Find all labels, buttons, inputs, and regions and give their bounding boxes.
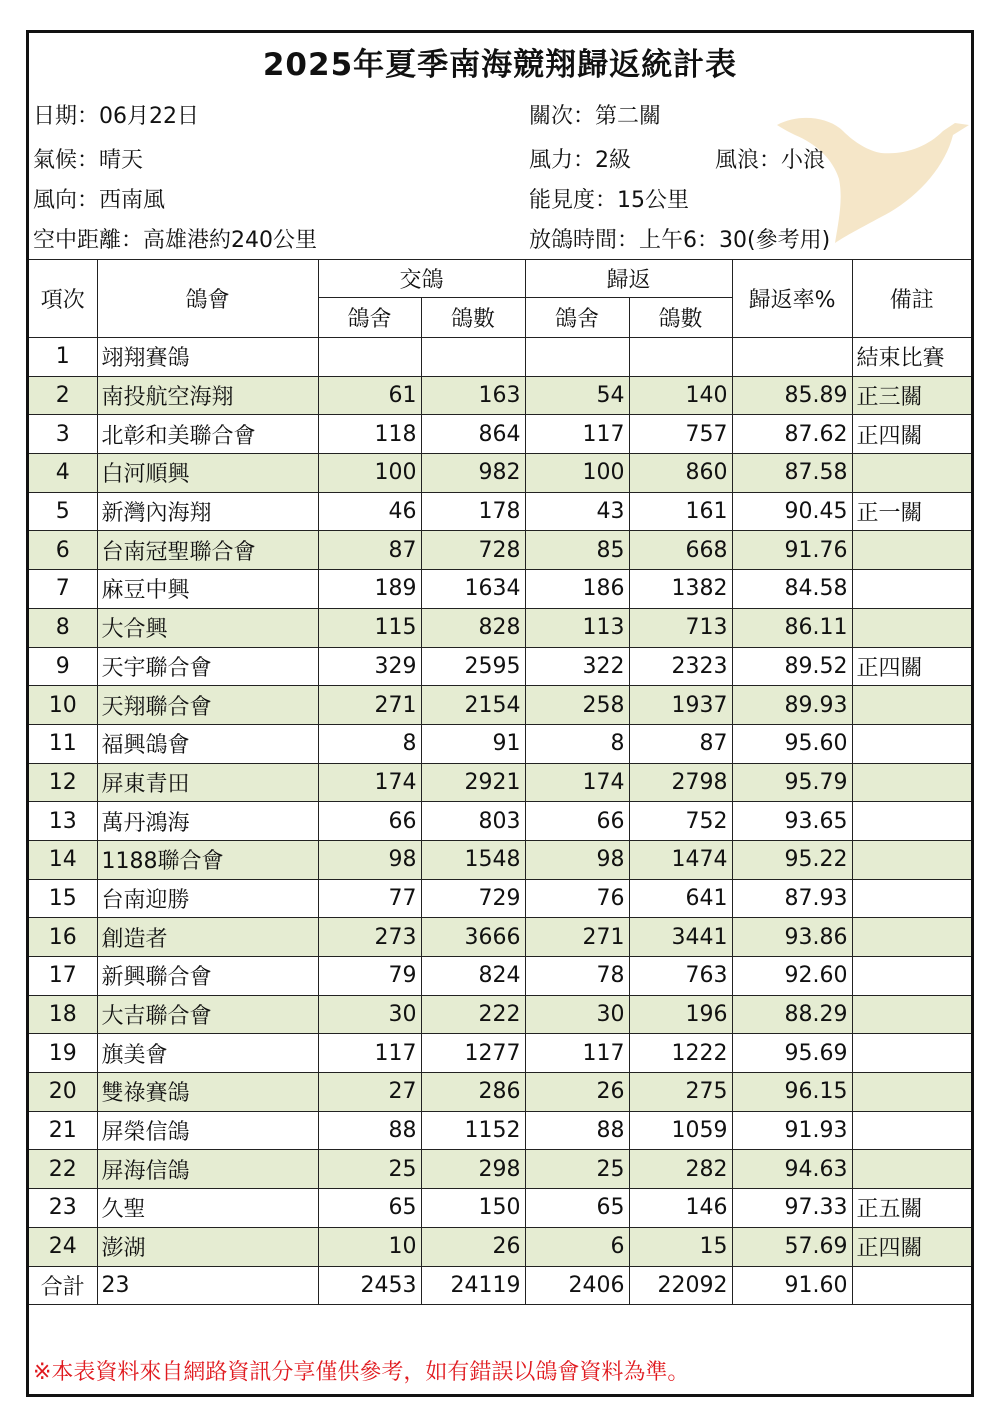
entry-lofts: 61	[318, 376, 421, 415]
entry-count: 1634	[421, 570, 525, 609]
return-rate: 89.52	[732, 647, 852, 686]
note: 正五關	[852, 1189, 971, 1228]
row-number: 18	[29, 995, 97, 1034]
total-entry-lofts: 2453	[318, 1266, 421, 1305]
note	[852, 1150, 971, 1189]
club-name: 北彰和美聯合會	[97, 415, 318, 454]
note: 正四關	[852, 415, 971, 454]
return-lofts: 88	[525, 1111, 629, 1150]
return-count: 3441	[629, 918, 732, 957]
entry-lofts: 77	[318, 879, 421, 918]
row-number: 3	[29, 415, 97, 454]
return-rate: 94.63	[732, 1150, 852, 1189]
entry-lofts: 329	[318, 647, 421, 686]
club-name: 澎湖	[97, 1227, 318, 1266]
return-rate: 95.69	[732, 1034, 852, 1073]
return-lofts: 25	[525, 1150, 629, 1189]
header-item: 項次	[29, 260, 97, 338]
club-name: 旗美會	[97, 1034, 318, 1073]
note	[852, 1073, 971, 1112]
note	[852, 995, 971, 1034]
return-rate: 90.45	[732, 492, 852, 531]
table-row	[29, 1073, 971, 1112]
note	[852, 570, 971, 609]
entry-count: 729	[421, 879, 525, 918]
club-name: 翊翔賽鴿	[97, 338, 318, 377]
return-lofts: 65	[525, 1189, 629, 1228]
table-row	[29, 1189, 971, 1228]
return-count: 860	[629, 454, 732, 493]
club-name: 天翔聯合會	[97, 686, 318, 725]
footnote: ※本表資料來自網路資訊分享僅供參考，如有錯誤以鴿會資料為準。	[33, 1360, 690, 1385]
entry-count: 2595	[421, 647, 525, 686]
club-name: 屏榮信鴿	[97, 1111, 318, 1150]
row-number: 7	[29, 570, 97, 609]
return-lofts: 54	[525, 376, 629, 415]
row-number: 17	[29, 957, 97, 996]
return-rate: 93.65	[732, 802, 852, 841]
club-name: 久聖	[97, 1189, 318, 1228]
total-label: 合計	[29, 1266, 97, 1305]
row-number: 12	[29, 763, 97, 802]
return-count: 757	[629, 415, 732, 454]
return-rate: 95.60	[732, 724, 852, 763]
return-count: 161	[629, 492, 732, 531]
row-number: 15	[29, 879, 97, 918]
entry-count: 1548	[421, 840, 525, 879]
entry-lofts: 273	[318, 918, 421, 957]
table-row	[29, 918, 971, 957]
return-lofts: 117	[525, 1034, 629, 1073]
note	[852, 686, 971, 725]
entry-count: 982	[421, 454, 525, 493]
return-lofts: 85	[525, 531, 629, 570]
return-lofts: 8	[525, 724, 629, 763]
club-name: 白河順興	[97, 454, 318, 493]
return-count: 196	[629, 995, 732, 1034]
row-number: 21	[29, 1111, 97, 1150]
total-entry-count: 24119	[421, 1266, 525, 1305]
note	[852, 879, 971, 918]
return-lofts: 186	[525, 570, 629, 609]
row-number: 16	[29, 918, 97, 957]
return-count: 1382	[629, 570, 732, 609]
club-name: 屏東青田	[97, 763, 318, 802]
return-lofts: 26	[525, 1073, 629, 1112]
table-row	[29, 1227, 971, 1266]
table-row	[29, 840, 971, 879]
total-row	[29, 1266, 971, 1305]
return-count: 282	[629, 1150, 732, 1189]
release-time-info: 放鴿時間：上午6：30(參考用)	[529, 228, 831, 253]
note	[852, 840, 971, 879]
stats-sheet	[26, 30, 974, 1397]
entry-lofts	[318, 338, 421, 377]
row-number: 24	[29, 1227, 97, 1266]
entry-count: 91	[421, 724, 525, 763]
stage-info: 關次：第二關	[529, 104, 662, 129]
note	[852, 1034, 971, 1073]
return-lofts: 76	[525, 879, 629, 918]
entry-count: 1152	[421, 1111, 525, 1150]
entry-lofts: 88	[318, 1111, 421, 1150]
return-rate: 57.69	[732, 1227, 852, 1266]
club-name: 台南冠聖聯合會	[97, 531, 318, 570]
entry-count: 828	[421, 608, 525, 647]
club-name: 新興聯合會	[97, 957, 318, 996]
entry-count: 728	[421, 531, 525, 570]
club-name: 屏海信鴿	[97, 1150, 318, 1189]
row-number: 11	[29, 724, 97, 763]
note: 結束比賽	[852, 338, 971, 377]
table-row	[29, 686, 971, 725]
note	[852, 608, 971, 647]
return-count: 763	[629, 957, 732, 996]
return-count: 641	[629, 879, 732, 918]
return-count: 1937	[629, 686, 732, 725]
entry-lofts: 118	[318, 415, 421, 454]
table-row	[29, 492, 971, 531]
club-name: 大吉聯合會	[97, 995, 318, 1034]
entry-count: 3666	[421, 918, 525, 957]
row-number: 5	[29, 492, 97, 531]
club-name: 創造者	[97, 918, 318, 957]
return-rate: 89.93	[732, 686, 852, 725]
entry-lofts: 66	[318, 802, 421, 841]
club-name: 台南迎勝	[97, 879, 318, 918]
table-row	[29, 415, 971, 454]
entry-lofts: 115	[318, 608, 421, 647]
club-name: 大合興	[97, 608, 318, 647]
total-return-count: 22092	[629, 1266, 732, 1305]
table-row	[29, 454, 971, 493]
returns-table	[29, 259, 971, 1305]
entry-count: 150	[421, 1189, 525, 1228]
distance-info: 空中距離：高雄港約240公里	[33, 228, 317, 253]
table-row	[29, 763, 971, 802]
table-row	[29, 1111, 971, 1150]
return-rate: 86.11	[732, 608, 852, 647]
return-lofts: 43	[525, 492, 629, 531]
header-entry: 交鴿	[318, 260, 525, 298]
note: 正四關	[852, 1227, 971, 1266]
note	[852, 802, 971, 841]
return-lofts: 6	[525, 1227, 629, 1266]
note: 正三關	[852, 376, 971, 415]
return-count: 275	[629, 1073, 732, 1112]
entry-lofts: 10	[318, 1227, 421, 1266]
wind-direction-info: 風向：西南風	[33, 188, 166, 213]
row-number: 1	[29, 338, 97, 377]
row-number: 10	[29, 686, 97, 725]
header-entry-count: 鴿數	[421, 298, 525, 338]
entry-count: 286	[421, 1073, 525, 1112]
club-name: 雙祿賽鴿	[97, 1073, 318, 1112]
note	[852, 454, 971, 493]
entry-count	[421, 338, 525, 377]
table-row	[29, 1034, 971, 1073]
visibility-info: 能見度：15公里	[529, 188, 689, 213]
total-note	[852, 1266, 971, 1305]
return-count: 1059	[629, 1111, 732, 1150]
return-count: 2798	[629, 763, 732, 802]
header-club: 鴿會	[97, 260, 318, 338]
return-count: 87	[629, 724, 732, 763]
total-return-lofts: 2406	[525, 1266, 629, 1305]
entry-lofts: 25	[318, 1150, 421, 1189]
entry-lofts: 27	[318, 1073, 421, 1112]
return-lofts	[525, 338, 629, 377]
return-lofts: 78	[525, 957, 629, 996]
header-note: 備註	[852, 260, 971, 338]
table-row	[29, 570, 971, 609]
entry-count: 824	[421, 957, 525, 996]
entry-count: 803	[421, 802, 525, 841]
entry-count: 178	[421, 492, 525, 531]
return-lofts: 271	[525, 918, 629, 957]
row-number: 2	[29, 376, 97, 415]
row-number: 9	[29, 647, 97, 686]
note	[852, 1111, 971, 1150]
return-rate: 92.60	[732, 957, 852, 996]
club-name: 麻豆中興	[97, 570, 318, 609]
return-rate: 87.62	[732, 415, 852, 454]
wind-force-info: 風力：2級	[529, 148, 631, 173]
return-rate: 84.58	[732, 570, 852, 609]
note	[852, 531, 971, 570]
row-number: 22	[29, 1150, 97, 1189]
row-number: 19	[29, 1034, 97, 1073]
table-row	[29, 376, 971, 415]
entry-lofts: 87	[318, 531, 421, 570]
return-count: 1222	[629, 1034, 732, 1073]
return-rate: 95.79	[732, 763, 852, 802]
entry-count: 298	[421, 1150, 525, 1189]
table-body	[29, 338, 971, 1267]
return-rate: 87.93	[732, 879, 852, 918]
entry-lofts: 65	[318, 1189, 421, 1228]
entry-count: 26	[421, 1227, 525, 1266]
return-rate: 91.93	[732, 1111, 852, 1150]
return-count: 146	[629, 1189, 732, 1228]
return-count: 713	[629, 608, 732, 647]
header-return-lofts: 鴿舍	[525, 298, 629, 338]
table-row	[29, 879, 971, 918]
return-lofts: 258	[525, 686, 629, 725]
header-returned: 歸返	[525, 260, 732, 298]
page-title: 2025年夏季南海競翔歸返統計表	[262, 47, 738, 83]
return-lofts: 98	[525, 840, 629, 879]
return-rate: 91.76	[732, 531, 852, 570]
return-lofts: 30	[525, 995, 629, 1034]
return-count: 140	[629, 376, 732, 415]
return-rate: 97.33	[732, 1189, 852, 1228]
return-lofts: 113	[525, 608, 629, 647]
entry-lofts: 46	[318, 492, 421, 531]
club-name: 1188聯合會	[97, 840, 318, 879]
table-row	[29, 647, 971, 686]
return-rate	[732, 338, 852, 377]
note	[852, 763, 971, 802]
return-lofts: 322	[525, 647, 629, 686]
total-clubs: 23	[97, 1266, 318, 1305]
note	[852, 724, 971, 763]
row-number: 20	[29, 1073, 97, 1112]
header-rate: 歸返率%	[732, 260, 852, 338]
note	[852, 957, 971, 996]
table-row	[29, 724, 971, 763]
waves-info: 風浪：小浪	[715, 148, 826, 173]
return-lofts: 100	[525, 454, 629, 493]
entry-lofts: 79	[318, 957, 421, 996]
entry-count: 1277	[421, 1034, 525, 1073]
entry-count: 2921	[421, 763, 525, 802]
club-name: 萬丹鴻海	[97, 802, 318, 841]
table-row	[29, 802, 971, 841]
weather-info: 氣候：晴天	[33, 148, 144, 173]
row-number: 13	[29, 802, 97, 841]
total-rate: 91.60	[732, 1266, 852, 1305]
table-row	[29, 995, 971, 1034]
header-entry-lofts: 鴿舍	[318, 298, 421, 338]
return-rate: 96.15	[732, 1073, 852, 1112]
club-name: 南投航空海翔	[97, 376, 318, 415]
return-count: 752	[629, 802, 732, 841]
entry-count: 2154	[421, 686, 525, 725]
row-number: 4	[29, 454, 97, 493]
entry-lofts: 98	[318, 840, 421, 879]
row-number: 6	[29, 531, 97, 570]
return-count: 2323	[629, 647, 732, 686]
return-rate: 95.22	[732, 840, 852, 879]
return-rate: 93.86	[732, 918, 852, 957]
note: 正一關	[852, 492, 971, 531]
entry-lofts: 174	[318, 763, 421, 802]
entry-lofts: 30	[318, 995, 421, 1034]
entry-lofts: 117	[318, 1034, 421, 1073]
return-count: 668	[629, 531, 732, 570]
return-count	[629, 338, 732, 377]
entry-lofts: 271	[318, 686, 421, 725]
table-row	[29, 1150, 971, 1189]
return-lofts: 66	[525, 802, 629, 841]
entry-count: 864	[421, 415, 525, 454]
table-row	[29, 608, 971, 647]
club-name: 福興鴿會	[97, 724, 318, 763]
table-row	[29, 531, 971, 570]
entry-lofts: 100	[318, 454, 421, 493]
club-name: 新灣內海翔	[97, 492, 318, 531]
return-lofts: 174	[525, 763, 629, 802]
note: 正四關	[852, 647, 971, 686]
header-return-count: 鴿數	[629, 298, 732, 338]
return-rate: 85.89	[732, 376, 852, 415]
note	[852, 918, 971, 957]
entry-lofts: 189	[318, 570, 421, 609]
return-rate: 88.29	[732, 995, 852, 1034]
club-name: 天宇聯合會	[97, 647, 318, 686]
date-info: 日期：06月22日	[33, 104, 199, 129]
row-number: 8	[29, 608, 97, 647]
return-count: 15	[629, 1227, 732, 1266]
row-number: 23	[29, 1189, 97, 1228]
table-row	[29, 957, 971, 996]
entry-count: 163	[421, 376, 525, 415]
row-number: 14	[29, 840, 97, 879]
entry-count: 222	[421, 995, 525, 1034]
return-lofts: 117	[525, 415, 629, 454]
entry-lofts: 8	[318, 724, 421, 763]
table-row	[29, 338, 971, 377]
return-count: 1474	[629, 840, 732, 879]
return-rate: 87.58	[732, 454, 852, 493]
